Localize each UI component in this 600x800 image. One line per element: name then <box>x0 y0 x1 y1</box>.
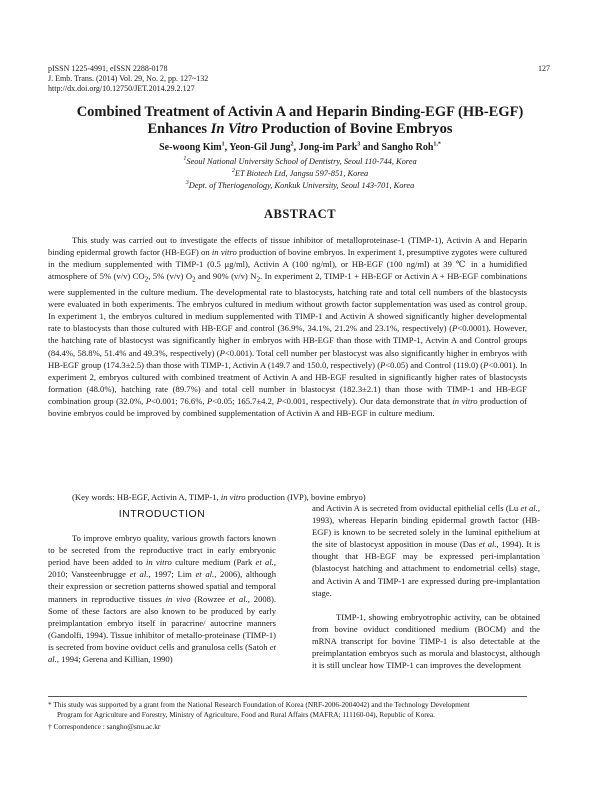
paper-title-line2: Enhances In Vitro Production of Bovine Embryos <box>147 121 453 137</box>
intro-paragraph: and Activin A is secreted from oviductal epithelial cells (Lu et al., 1993), whereas Heparin binding epidermal growth factor (HB-EGF) is known to be secreted solely in the luminal epithelium at the site of blastocyst apposition in mouse (Das et al., 1994). It is thought that HB-EGF may be expressed peri-implantation (blastocyst hatching and attachment to endometrial cells) stage, and Activin A and TIMP-1 are expressed during pre-implantation stage. <box>312 503 540 598</box>
author-name: Sangho Roh <box>381 142 434 153</box>
author-name: Jong-im Park <box>298 142 358 153</box>
author-list: Se-woong Kim$^1$, Yeon-Gil Jung$^2$, Jong-im Park$^3$ and Sangho Roh$^{1,*}$ <box>159 141 441 153</box>
journal-header <box>48 64 208 94</box>
affiliation: $^1$Seoul National University School of Dentistry, Seoul 110-744, Korea <box>183 156 417 166</box>
issn-line: pISSN 1225-4991, eISSN 2288-0178 <box>48 64 168 73</box>
paper-title-line1: Combined Treatment of Activin A and Heparin Binding-EGF (HB-EGF) <box>76 104 524 120</box>
footnote-correspondence: † Correspondence : sangho@snu.ac.kr <box>48 722 161 731</box>
affiliation: $^2$ET Biotech Ltd, Jangsu 597-851, Korea <box>231 168 369 178</box>
author-name: Yeon-Gil Jung <box>229 142 291 153</box>
footnote-funding: * This study was supported by a grant from the National Research Foundation of Korea (NRF-2006-2004042) and the Technology Development Program for Agriculture and Forestry, Ministry of Agriculture, Food and Rural Affairs (MAFRA; 111160-04), Republic of Korea. <box>48 700 470 719</box>
right-column <box>312 502 540 671</box>
intro-paragraph: To improve embryo quality, various growth factors known to be secreted from the reproductive tract in early embryonic period have been added to in vitro culture medium (Park et al., 2010; Vansteenbrugge et al., 1997; Lim et al., 2006), although their expression or secretion patterns showed spatial and temporal manners in reproductive tissues in vivo (Rowzee et al., 2008). Some of these factors are also known to be produced by early preimplantation embryo itself in paracrine/ autocrine manners (Gandolfi, 1994). Tissue inhibitor of metallo-proteinase (TIMP-1) is secreted from bovine oviduct cells and granulosa cells (Satoh et al., 1994; Gerena and Killian, 1990) <box>48 533 277 665</box>
journal-citation: J. Emb. Trans. (2014) Vol. 29, No. 2, pp. 127~132 <box>48 74 209 83</box>
author-name: Se-woong Kim <box>159 142 222 153</box>
abstract-body: This study was carried out to investigate the effects of tissue inhibitor of metalloproteinase-1 (TIMP-1), Activin A and Heparin binding epidermal growth factor (HB-EGF) on in vitro production of bovine embryos. In experiment 1, presumptive zygotes were cultured in the medium supplemented with TIMP-1 (0.5 μg/ml), Activin A (100 ng/ml), or HB-EGF (100 ng/ml) at 39 ℃ in a humidified atmosphere of 5% (v/v) $CO_2$, 5% (v/v) $O_2$ and 90% (v/v) $N_2$. In experiment 2, TIMP-1 + HB-EGF or Activin A + HB-EGF combinations were supplemented in the culture medium. The developmental rate to blastocysts, hatching rate and total cell numbers of the blastocysts were evaluated in both experiments. The embryos cultured in medium without growth factor supplementation was used as control group. In experiment 1, the embryos cultured in medium supplemented with TIMP-1 and Activin A showed significantly higher developmental rate to blastocysts than those cultured with HB-EGF and control (36.9%, 34.1%, 21.2% and 23.1%, respectively) (P<0.0001). However, the hatching rate of blastocyst was significantly higher in embryos with HB-EGF than those with TIMP-1, Actvin A and Control groups (84.4%, 58.8%, 51.4% and 49.3%, respectively) (P<0.001). Total cell number per blastocyst was also significantly higher in embryos with HB-EGF group (174.3±2.5) than those with TIMP-1, Activin A (149.7 and 150.0, respectively) (P<0.05) and Control (119.0) (P<0.001). In experiment 2, embryos cultured with combined treatment of Activin A and HB-EGF resulted in significantly higher rates of blastocysts formation (48.0%), hatching rate (89.7%) and total cell number in blastocyst (182.3±2.1) than those with TIMP-1 and HB-EGF combination group (32.0%, P<0.001; 76.6%, P<0.05; 165.7±4.2, P<0.001, respectively). Our data demonstrate that in vitro production of bovine embryos could be improved by combined supplementation of Activin A and HB-EGF in culture medium. <box>48 235 527 419</box>
page-number: 127 <box>538 64 550 73</box>
section-heading-introduction: INTRODUCTION <box>118 508 206 520</box>
doi-link[interactable]: http://dx.doi.org/10.12750/JET.2014.29.2.127 <box>48 84 195 93</box>
affiliation: $^3$Dept. of Theriogenology, Konkuk University, Seoul 143-701, Korea <box>185 180 415 190</box>
footnote-divider <box>48 696 527 697</box>
intro-paragraph: TIMP-1, showing embryotrophic activity, can be obtained from bovine oviduct conditioned medium (BOCM) and the mRNA transcript for bovine TIMP-1 is also detectable at the preimplantation embryos such as morula and blastocyst, although it is still unclear how TIMP-1 can improves the development <box>312 611 540 671</box>
abstract-heading: ABSTRACT <box>263 207 337 221</box>
keywords: (Key words: HB-EGF, Activin A, TIMP-1, in vitro production (IVP), bovine embryo) <box>72 492 366 502</box>
left-column <box>48 502 276 665</box>
